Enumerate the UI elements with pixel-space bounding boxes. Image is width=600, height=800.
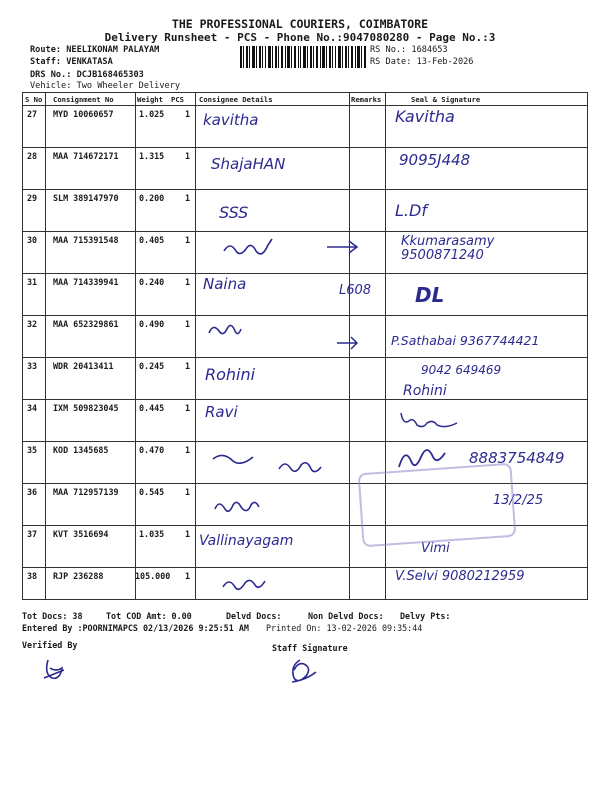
signature-handwriting: 9095J448 (399, 151, 471, 169)
staff-signature-label: Staff Signature (272, 643, 348, 653)
row-pcs: 1 (185, 277, 191, 287)
verifier-signature-icon (40, 656, 70, 684)
row-sno: 35 (27, 445, 38, 455)
row-sno: 29 (27, 193, 38, 203)
row-weight: 1.025 (139, 109, 165, 119)
row-sno: 30 (27, 235, 38, 245)
signature-handwriting: L.Df (395, 201, 427, 220)
row-consignment: KOD 1345685 (53, 445, 109, 455)
row-sno: 27 (27, 109, 38, 119)
row-weight: 1.035 (139, 529, 165, 539)
row-consignment: RJP 236288 (53, 571, 104, 581)
signature-handwriting: Vimi (421, 541, 450, 556)
row-pcs: 1 (185, 151, 191, 161)
consignee-handwriting: Vallinayagam (199, 533, 294, 549)
row-sno: 38 (27, 571, 38, 581)
column-header-consignment: Consignment No (53, 95, 114, 104)
row-consignment: MAA 715391548 (53, 235, 119, 245)
signature-scribble-icon (397, 409, 467, 429)
row-consignment: MAA 714672171 (53, 151, 119, 161)
column-header-remarks: Remarks (351, 95, 382, 104)
signature-handwriting: V.Selvi 9080212959 (395, 569, 525, 584)
row-weight: 0.490 (139, 319, 165, 329)
row-pcs: 1 (185, 109, 191, 119)
arrow-icon (325, 239, 365, 255)
tamil-scribble-icon (219, 573, 279, 595)
row-weight: 0.445 (139, 403, 165, 413)
row-weight: 1.315 (139, 151, 165, 161)
remarks-handwriting: L608 (339, 283, 372, 298)
row-pcs: 1 (185, 403, 191, 413)
delivered-docs: Delvd Docs: (226, 611, 282, 621)
arrow-icon (335, 335, 365, 351)
row-consignment: SLM 389147970 (53, 193, 119, 203)
signature-handwriting: Kavitha (395, 107, 455, 126)
row-pcs: 1 (185, 487, 191, 497)
company-seal-stamp (358, 463, 517, 548)
row-consignment: WDR 20413411 (53, 361, 114, 371)
signature-handwriting: Kkumarasamy 9500871240 (401, 234, 495, 263)
row-pcs: 1 (185, 529, 191, 539)
consignee-handwriting: Rohini (205, 365, 256, 384)
drs-number: DRS No.: DCJB168465303 (30, 70, 144, 80)
row-sno: 37 (27, 529, 38, 539)
consignee-handwriting: SSS (219, 203, 249, 222)
row-consignment: MYD 10060657 (53, 109, 114, 119)
column-header-seal: Seal & Signature (411, 95, 481, 104)
entered-by: Entered By :POORNIMAPCS 02/13/2026 9:25:51 AM (22, 623, 249, 633)
row-consignment: MAA 712957139 (53, 487, 119, 497)
signature-handwriting: 8883754849 (469, 449, 565, 467)
row-consignment: IXM 509823045 (53, 403, 119, 413)
signature-handwriting: 9042 649469 (421, 363, 502, 377)
row-pcs: 1 (185, 193, 191, 203)
signature-handwriting: P.Sathabai 9367744421 (391, 333, 540, 348)
row-weight: 0.470 (139, 445, 165, 455)
consignee-handwriting: Naina (203, 275, 247, 293)
staff-label: Staff: VENKATASA (30, 57, 113, 67)
tamil-scribble-icon (205, 319, 245, 343)
column-header-consignee: Consignee Details (199, 95, 273, 104)
row-consignment: MAA 652329861 (53, 319, 119, 329)
signature-handwriting: Rohini (403, 383, 447, 399)
row-pcs: 1 (185, 571, 191, 581)
row-pcs: 1 (185, 361, 191, 371)
row-weight: 0.240 (139, 277, 165, 287)
vehicle-label: Vehicle: Two Wheeler Delivery (30, 81, 181, 91)
rs-number: RS No.: 1684653 (370, 45, 448, 55)
route-label: Route: NEELIKONAM PALAYAM (30, 45, 160, 55)
signature-handwriting: 13/2/25 (493, 493, 544, 508)
signature-handwriting: DL (415, 283, 445, 307)
row-sno: 33 (27, 361, 38, 371)
row-weight: 0.245 (139, 361, 165, 371)
total-docs: Tot Docs: 38 (22, 611, 83, 621)
document-title: THE PROFESSIONAL COURIERS, COIMBATORE (171, 17, 429, 31)
column-header-pcs: PCS (171, 95, 184, 104)
printed-on: Printed On: 13-02-2026 09:35:44 (266, 623, 423, 633)
row-weight: 0.405 (139, 235, 165, 245)
row-sno: 36 (27, 487, 38, 497)
tamil-scribble-icon (211, 493, 271, 517)
verified-by-label: Verified By (22, 640, 78, 650)
barcode-image (240, 46, 366, 68)
row-consignment: MAA 714339941 (53, 277, 119, 287)
row-pcs: 1 (185, 445, 191, 455)
delivery-points: Delvy Pts: (400, 611, 451, 621)
row-weight: 0.545 (139, 487, 165, 497)
row-weight: 105.000 (135, 571, 171, 581)
row-pcs: 1 (185, 235, 191, 245)
staff-signature-icon (286, 656, 322, 688)
tamil-scribble-icon (209, 449, 349, 481)
row-consignment: KVT 3516694 (53, 529, 109, 539)
non-delivered-docs: Non Delvd Docs: (308, 611, 384, 621)
row-weight: 0.200 (139, 193, 165, 203)
column-header-sno: S No (25, 95, 43, 104)
row-sno: 34 (27, 403, 38, 413)
total-cod-amount: Tot COD Amt: 0.00 (106, 611, 192, 621)
consignee-handwriting: kavitha (203, 111, 259, 129)
row-sno: 31 (27, 277, 38, 287)
tamil-scribble-icon (219, 231, 319, 261)
row-pcs: 1 (185, 319, 191, 329)
consignee-handwriting: Ravi (205, 403, 238, 421)
document-subtitle: Delivery Runsheet - PCS - Phone No.:9047080280 - Page No.:3 (104, 31, 496, 44)
column-header-weight: Weight (137, 95, 163, 104)
rs-date: RS Date: 13-Feb-2026 (370, 57, 474, 67)
consignee-handwriting: ShajaHAN (211, 155, 286, 173)
row-sno: 28 (27, 151, 38, 161)
row-sno: 32 (27, 319, 38, 329)
